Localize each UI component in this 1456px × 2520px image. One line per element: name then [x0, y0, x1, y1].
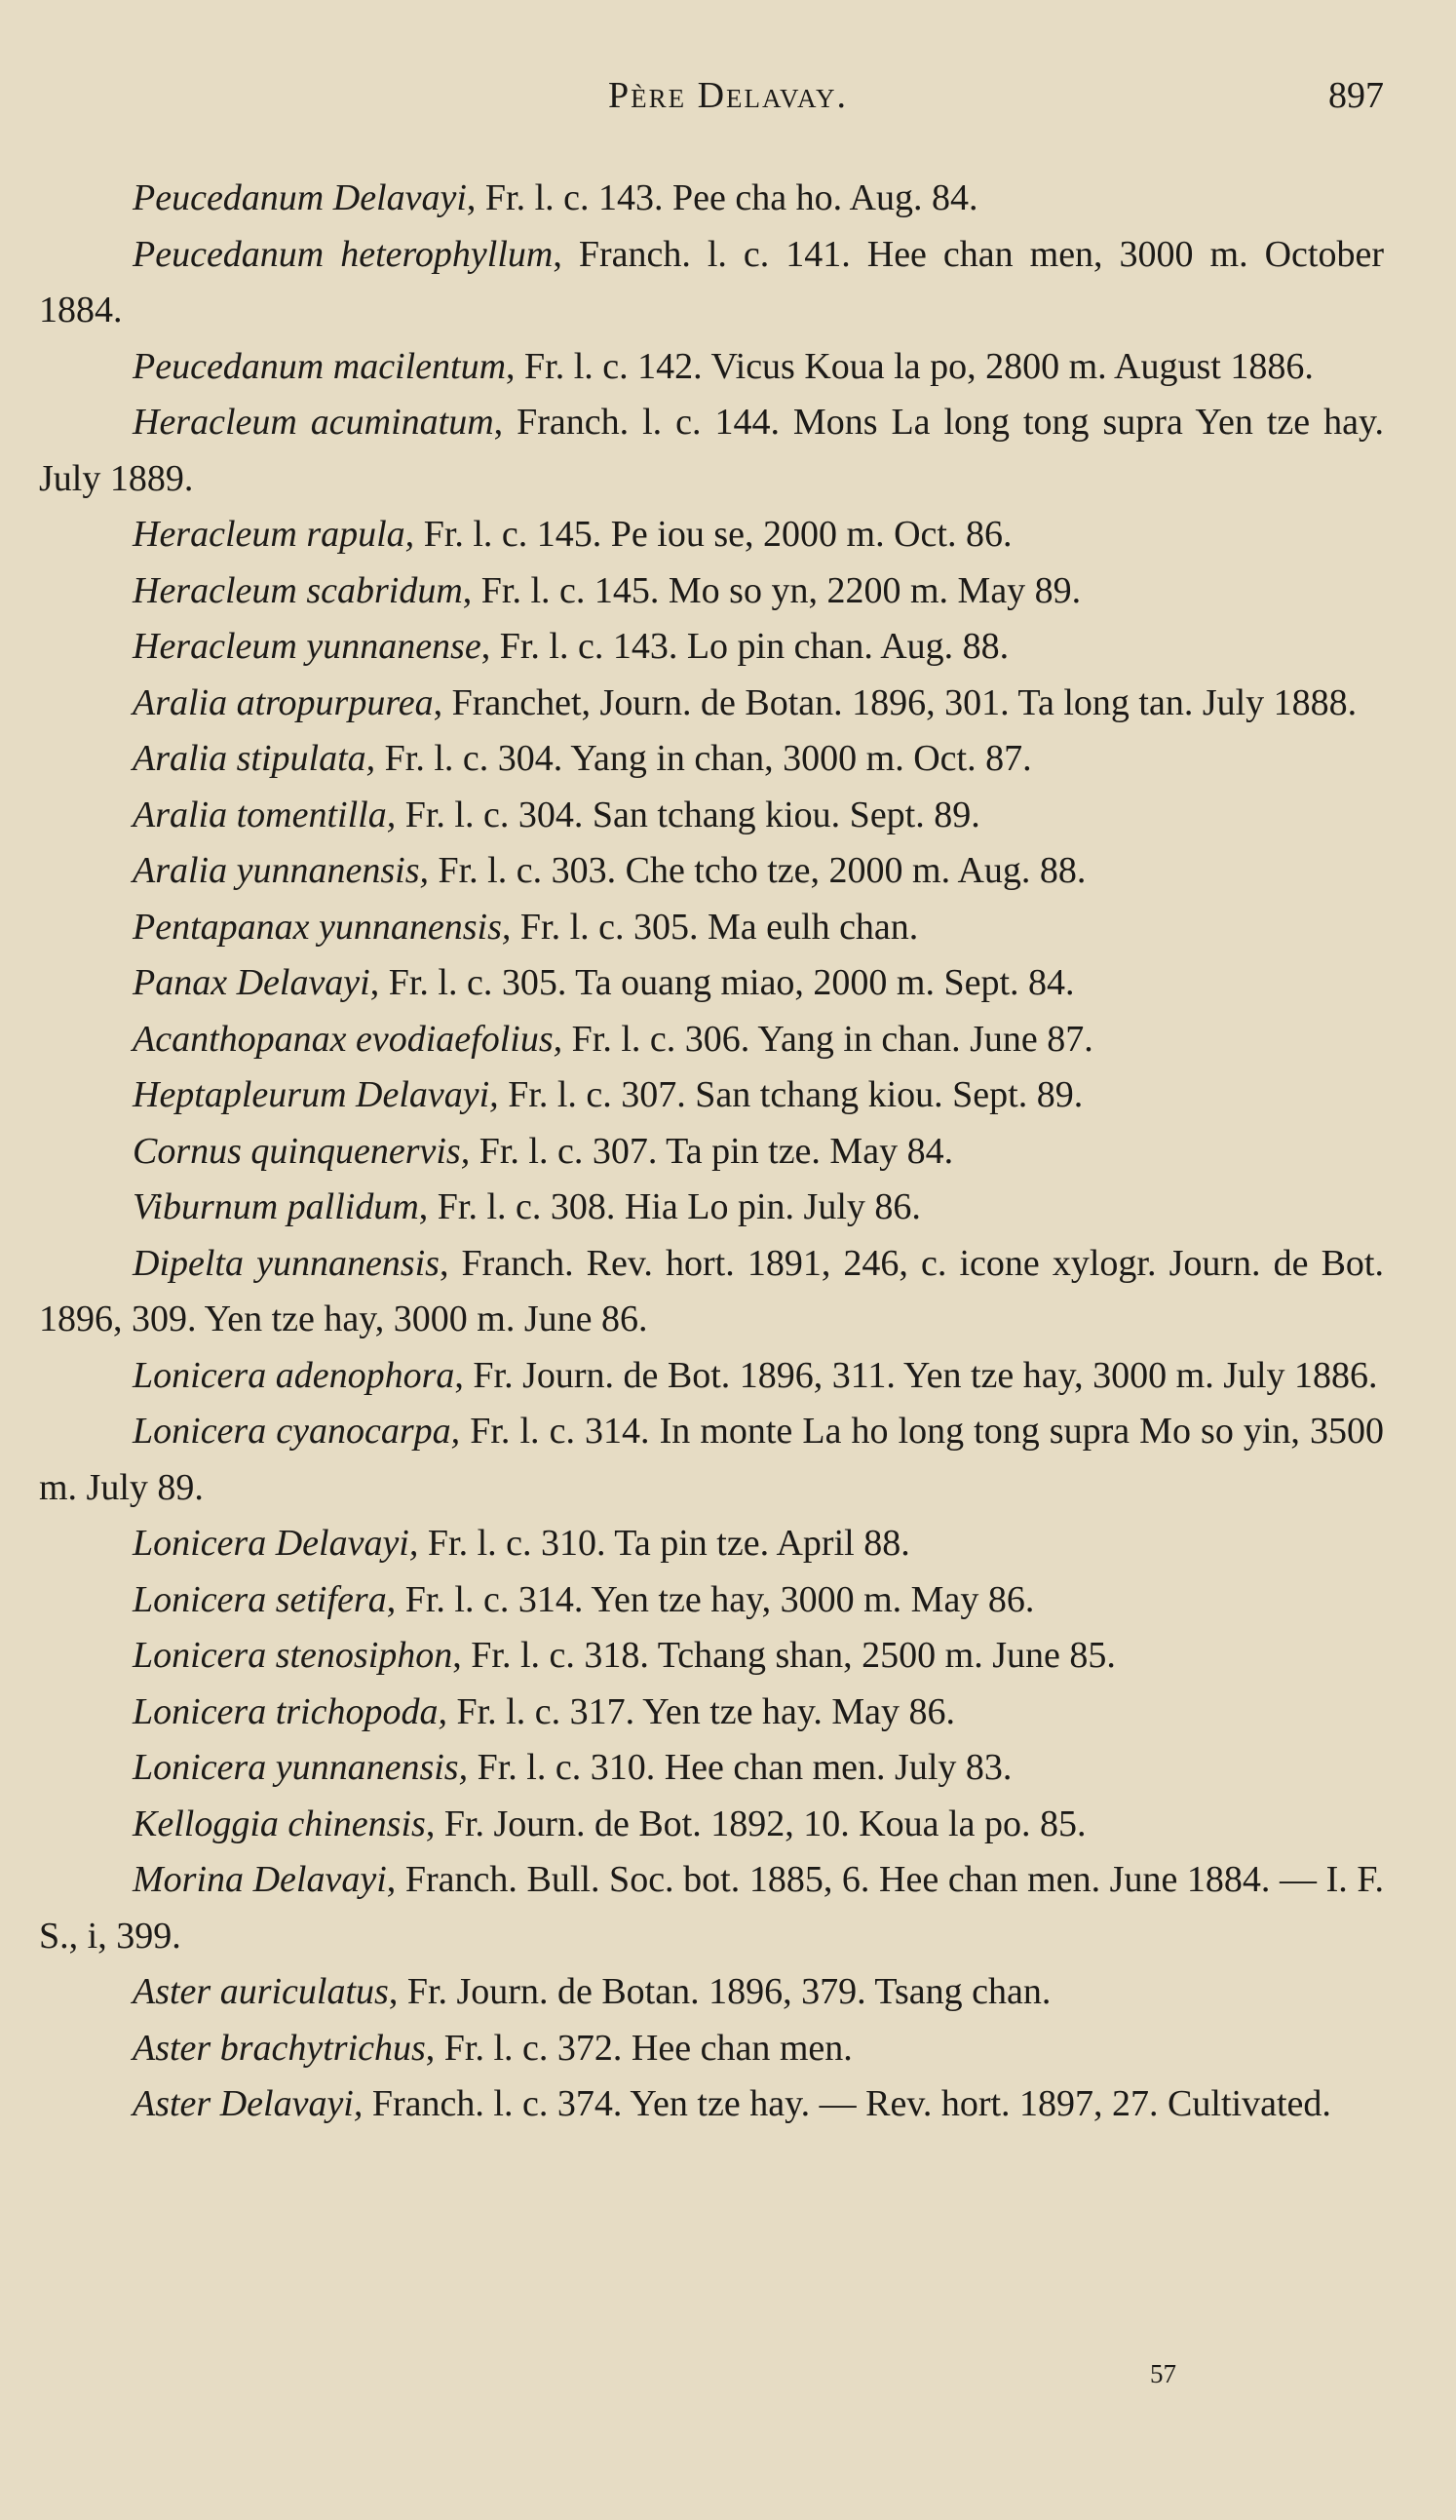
species-entry	[39, 2076, 1384, 2133]
entry-details: , Fr. l. c. 318. Tchang shan, 2500 m. June 85.	[452, 1635, 1116, 1676]
species-entry	[39, 1124, 1384, 1181]
species-entry	[39, 1797, 1384, 1853]
species-name: Aralia yunnanensis,	[133, 850, 429, 891]
species-entry	[39, 1628, 1384, 1685]
species-entry	[39, 788, 1384, 844]
running-title: Père Delavay.	[607, 75, 849, 116]
signature-mark: 57	[1150, 2359, 1176, 2388]
entry-details: , Fr. l. c. 305. Ta ouang miao, 2000 m. Sept. 84.	[369, 962, 1075, 1003]
entry-details: , Franch. l. c. 144. Mons La long tong supra Yen tze hay. July 1889.	[39, 402, 1384, 499]
entry-details: Fr. l. c. 314. In monte La ho long tong supra Mo so yin, 3500 m. July 89.	[39, 1411, 1384, 1508]
entry-details: , Franch. Bull. Soc. bot. 1885, 6. Hee chan men. June 1884. — I. F. S., i, 399.	[39, 1859, 1384, 1957]
species-name: Heracleum acuminatum	[133, 402, 494, 443]
entry-details: Franch. l. c. 374. Yen tze hay. — Rev. hort. 1897, 27. Cultivated.	[363, 2083, 1331, 2124]
species-name: Lonicera cyanocarpa,	[133, 1411, 461, 1452]
species-name: Heracleum rapula,	[133, 514, 415, 555]
entry-details: , Fr. l. c. 143. Pee cha ho. Aug. 84.	[466, 177, 978, 218]
entry-details: , Fr. Journ. de Bot. 1896, 311. Yen tze hay, 3000 m. July 1886.	[454, 1354, 1378, 1396]
entry-details: Fr. l. c. 307. San tchang kiou. Sept. 89.	[498, 1074, 1084, 1115]
species-name: Lonicera adenophora	[133, 1354, 455, 1396]
species-entry	[39, 1964, 1384, 2021]
entry-details: Fr. l. c. 145. Pe iou se, 2000 m. Oct. 86.	[414, 514, 1013, 555]
species-entry	[39, 1572, 1384, 1629]
species-entry	[39, 676, 1384, 732]
species-name: Lonicera trichopoda,	[133, 1690, 447, 1732]
species-name: Aster brachytrichus	[133, 2027, 426, 2069]
species-entry	[39, 1067, 1384, 1124]
entry-details: Fr. l. c. 303. Che tcho tze, 2000 m. Aug. 88.	[428, 850, 1087, 891]
entry-details: Fr. l. c. 307. Ta pin tze. May 84.	[470, 1130, 954, 1172]
species-entry	[39, 395, 1384, 507]
entry-details: , Fr. l. c. 314. Yen tze hay, 3000 m. May 86.	[386, 1578, 1035, 1620]
entry-details: , Fr. Journ. de Bot. 1892, 10. Koua la po. 85.	[425, 1803, 1087, 1844]
page-number: 897	[1328, 75, 1384, 116]
species-name: Aster Delavayi,	[133, 2083, 364, 2124]
species-name: Dipelta yunnanensis	[133, 1242, 440, 1284]
entry-details: Fr. l. c. 310. Hee chan men. July 83.	[468, 1747, 1013, 1788]
entry-details: , Fr. l. c. 142. Vicus Koua la po, 2800 m. August 1886.	[506, 345, 1314, 387]
species-name: Peucedanum Delavayi	[133, 177, 467, 218]
species-name: Lonicera stenosiphon	[133, 1635, 453, 1676]
species-entry	[39, 1852, 1384, 1964]
species-name: Lonicera setifera	[133, 1578, 387, 1620]
species-entry	[39, 843, 1384, 900]
species-entry	[39, 1404, 1384, 1516]
species-entry	[39, 507, 1384, 563]
species-name: Aralia atropurpurea	[133, 681, 434, 723]
species-name: Morina Delavayi	[133, 1859, 387, 1900]
entry-details: Fr. l. c. 306. Yang in chan. June 87.	[562, 1018, 1093, 1060]
species-entry	[39, 955, 1384, 1012]
entry-details: Fr. l. c. 310. Ta pin tze. April 88.	[418, 1523, 910, 1564]
species-name: Aralia tomentilla,	[133, 794, 397, 835]
species-name: Panax Delavayi	[133, 962, 370, 1003]
species-entry	[39, 563, 1384, 620]
species-name: Aster auriculatus	[133, 1971, 389, 2012]
entry-details: , Fr. l. c. 372. Hee chan men.	[425, 2027, 853, 2069]
entry-details: , Franch. l. c. 141. Hee chan men, 3000 m. October 1884.	[39, 233, 1384, 330]
species-name: Lonicera Delavayi,	[133, 1523, 419, 1564]
entry-details: , Franchet, Journ. de Botan. 1896, 301. Ta long tan. July 1888.	[433, 681, 1358, 723]
page-header	[0, 74, 1456, 133]
entry-details: Fr. l. c. 304. San tchang kiou. Sept. 89.	[396, 794, 980, 835]
species-name: Lonicera yunnanensis,	[133, 1747, 469, 1788]
species-entry	[39, 619, 1384, 676]
species-entry	[39, 1348, 1384, 1405]
species-name: Heracleum yunnanense	[133, 626, 481, 667]
species-name: Acanthopanax evodiaefolius,	[133, 1018, 563, 1060]
species-name: Aralia stipulata,	[133, 738, 376, 779]
species-entry	[39, 1516, 1384, 1572]
species-name: Heracleum scabridum	[133, 569, 463, 611]
species-entry	[39, 2021, 1384, 2077]
entry-details: Fr. l. c. 304. Yang in chan, 3000 m. Oct. 87.	[375, 738, 1032, 779]
body-text	[39, 171, 1384, 2133]
species-name: Pentapanax yunnanensis,	[133, 906, 512, 948]
species-name: Heptapleurum Delavayi,	[133, 1074, 499, 1115]
entry-details: , Fr. l. c. 145. Mo so yn, 2200 m. May 89.	[462, 569, 1082, 611]
species-name: Peucedanum macilentum	[133, 345, 507, 387]
species-name: Cornus quinquenervis,	[133, 1130, 471, 1172]
entry-details: Fr. l. c. 305. Ma eulh chan.	[511, 906, 919, 948]
species-entry	[39, 1012, 1384, 1068]
species-entry	[39, 731, 1384, 788]
entry-details: , Franch. Rev. hort. 1891, 246, c. icone xylogr. Journ. de Bot. 1896, 309. Yen tze hay, 3000 m. June 86.	[39, 1242, 1384, 1339]
species-entry	[39, 1685, 1384, 1741]
species-name: Kelloggia chinensis	[133, 1803, 426, 1844]
species-name: Peucedanum heterophyllum	[133, 233, 554, 275]
species-entry	[39, 900, 1384, 956]
species-entry	[39, 1740, 1384, 1797]
entry-details: , Fr. Journ. de Botan. 1896, 379. Tsang chan.	[388, 1971, 1052, 2012]
entry-details: , Fr. l. c. 143. Lo pin chan. Aug. 88.	[480, 626, 1010, 667]
species-name: Viburnum pallidum	[133, 1186, 419, 1227]
species-entry	[39, 339, 1384, 396]
entry-details: Fr. l. c. 317. Yen tze hay. May 86.	[446, 1690, 956, 1732]
species-entry	[39, 1236, 1384, 1348]
species-entry	[39, 1180, 1384, 1236]
species-entry	[39, 171, 1384, 227]
species-entry	[39, 227, 1384, 339]
entry-details: , Fr. l. c. 308. Hia Lo pin. July 86.	[418, 1186, 921, 1227]
